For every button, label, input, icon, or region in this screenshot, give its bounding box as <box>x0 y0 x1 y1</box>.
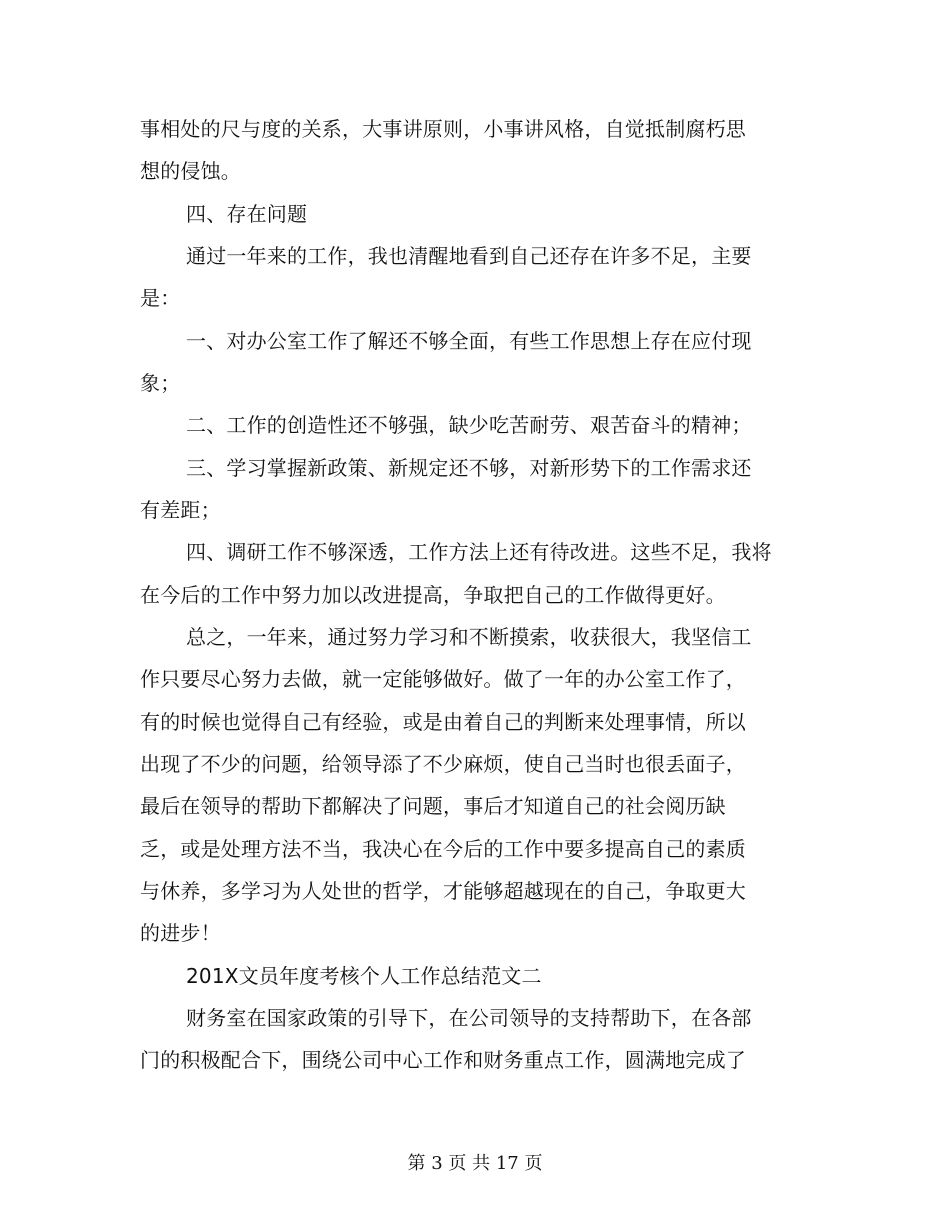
body-line: 通过一年来的工作，我也清醒地看到自己还存在许多不足，主要 <box>186 244 752 268</box>
body-line: 想的侵蚀。 <box>140 159 241 183</box>
body-line: 有差距； <box>140 498 221 522</box>
body-line: 最后在领导的帮助下都解决了问题，事后才知道自己的社会阅历缺 <box>140 794 726 818</box>
body-line: 事相处的尺与度的关系，大事讲原则，小事讲风格，自觉抵制腐朽思 <box>140 117 746 141</box>
page-number-footer: 第 3 页 共 17 页 <box>407 1153 543 1174</box>
body-line: 二、工作的创造性还不够强，缺少吃苦耐劳、艰苦奋斗的精神； <box>186 413 752 437</box>
body-line: 一、对办公室工作了解还不够全面，有些工作思想上存在应付现 <box>186 329 752 353</box>
body-line: 总之，一年来，通过努力学习和不断摸索，收获很大，我坚信工 <box>186 625 752 649</box>
section-heading: 201X文员年度考核个人工作总结范文二 <box>186 964 542 988</box>
body-line: 乏，或是处理方法不当，我决心在今后的工作中要多提高自己的素质 <box>140 837 746 861</box>
body-line: 有的时候也觉得自己有经验，或是由着自己的判断来处理事情，所以 <box>140 710 746 734</box>
body-line: 作只要尽心努力去做，就一定能够做好。做了一年的办公室工作了， <box>140 667 746 691</box>
body-line: 出现了不少的问题，给领导添了不少麻烦，使自己当时也很丢面子， <box>140 752 746 776</box>
body-line: 的进步！ <box>140 921 221 945</box>
body-line: 四、调研工作不够深透，工作方法上还有待改进。这些不足，我将 <box>186 540 772 564</box>
body-line: 门的积极配合下，围绕公司中心工作和财务重点工作，圆满地完成了 <box>140 1048 746 1072</box>
body-line: 是： <box>140 286 181 310</box>
body-line: 象； <box>140 371 181 395</box>
section-heading: 四、存在问题 <box>186 202 308 226</box>
body-line: 三、学习掌握新政策、新规定还不够，对新形势下的工作需求还 <box>186 456 752 480</box>
body-line: 在今后的工作中努力加以改进提高，争取把自己的工作做得更好。 <box>140 583 726 607</box>
body-line: 与休养，多学习为人处世的哲学，才能够超越现在的自己，争取更大 <box>140 879 746 903</box>
body-line: 财务室在国家政策的引导下，在公司领导的支持帮助下，在各部 <box>186 1006 752 1030</box>
